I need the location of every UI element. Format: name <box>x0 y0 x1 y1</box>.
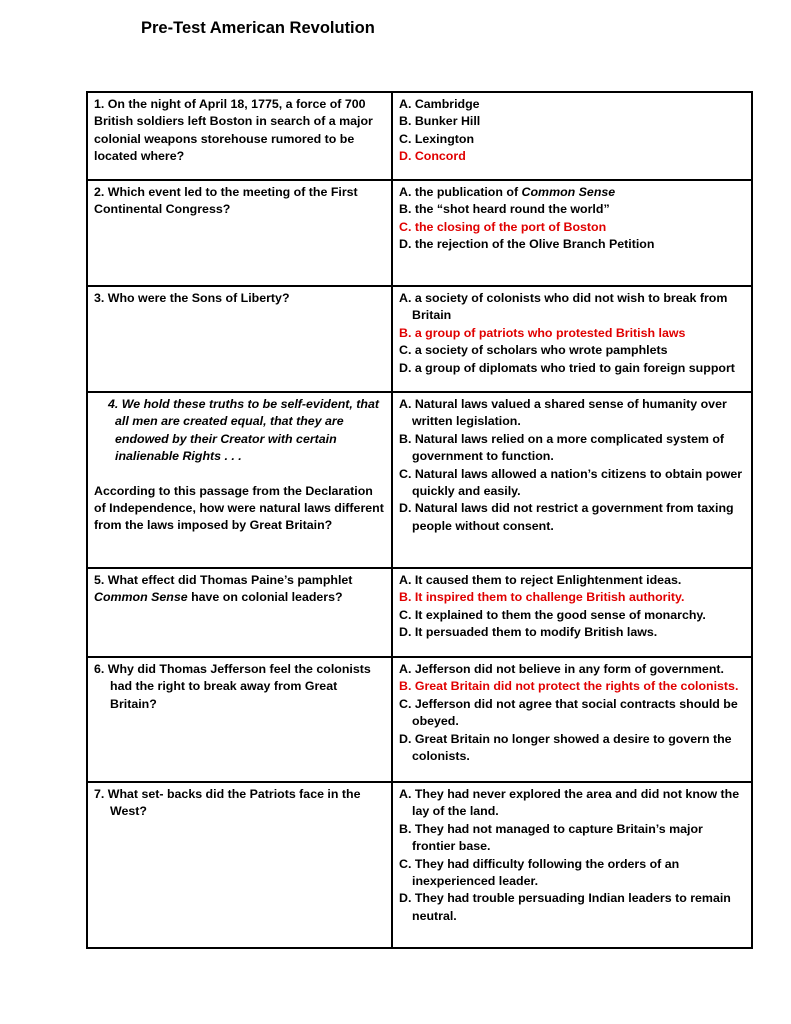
option-7c: C. They had difficulty following the orders of an inexperienced leader. <box>399 856 680 889</box>
quiz-table <box>86 91 753 949</box>
option-3d: D. a group of diplomats who tried to gain foreign support <box>399 360 735 375</box>
option-2a <box>399 184 745 201</box>
answer-cell-3 <box>392 286 752 392</box>
option-7d: D. They had trouble persuading Indian leaders to remain neutral. <box>399 891 731 923</box>
page-title: Pre-Test American Revolution <box>141 19 375 37</box>
question-cell-2 <box>87 180 392 286</box>
question-cell-5 <box>87 568 392 657</box>
answer-cell-6 <box>392 657 752 782</box>
question-text-3: 3. Who were the Sons of Liberty? <box>94 291 290 305</box>
option-7a: A. They had never explored the area and did not know the lay of the land. <box>399 787 740 819</box>
question-cell-1 <box>87 92 392 180</box>
question-text-2: 2. Which event led to the meeting of the First Continental Congress? <box>94 185 358 217</box>
question-cell-4 <box>87 392 392 568</box>
option-2a-prefix: A. the publication of <box>399 185 522 199</box>
option-4d: D. Natural laws did not restrict a government from taxing people without consent. <box>399 501 734 533</box>
question-text-5-italic: Common Sense <box>94 590 188 605</box>
question-text-1: 1. On the night of April 18, 1775, a force of 700 British soldiers left Boston in search of a major colonial weapons storehouse rumored to be located where? <box>94 97 373 164</box>
question-row-4 <box>87 392 752 568</box>
option-6c: C. Jefferson did not agree that social contracts should be obeyed. <box>399 696 738 729</box>
option-5c: C. It explained to them the good sense of monarchy. <box>399 607 706 622</box>
option-5d: D. It persuaded them to modify British laws. <box>399 625 658 640</box>
option-1c: C. Lexington <box>399 131 475 146</box>
question-text-6: 6. Why did Thomas Jefferson feel the colonists had the right to break away from Great Britain? <box>94 662 371 711</box>
option-4a: A. Natural laws valued a shared sense of humanity over written legislation. <box>399 397 727 429</box>
answer-cell-2 <box>392 180 752 286</box>
option-3b: B. a group of patriots who protested British laws <box>399 325 686 340</box>
declaration-quote: 4. We hold these truths to be self-evident, that all men are created equal, that they are endowed by their Creator with certain inalienable Rights . . . <box>108 397 380 464</box>
option-5b: B. It inspired them to challenge British authority. <box>399 590 685 605</box>
question-row-1 <box>87 92 752 180</box>
option-6d: D. Great Britain no longer showed a desire to govern the colonists. <box>399 731 732 764</box>
question-cell-6 <box>87 657 392 782</box>
question-row-6 <box>87 657 752 782</box>
option-2b: B. the “shot heard round the world” <box>399 202 610 217</box>
question-text-5-prefix: 5. What effect did Thomas Paine’s pamphlet <box>94 573 353 587</box>
answer-cell-5 <box>392 568 752 657</box>
option-7b: B. They had not managed to capture Britain’s major frontier base. <box>399 821 703 854</box>
option-1a: A. Cambridge <box>399 97 480 111</box>
option-1d: D. Concord <box>399 149 466 164</box>
question-row-3 <box>87 286 752 392</box>
option-2a-italic: Common Sense <box>521 185 616 199</box>
question-cell-7 <box>87 782 392 948</box>
question-text-5-suffix: have on colonial leaders? <box>187 590 343 605</box>
option-6b: B. Great Britain did not protect the rights of the colonists. <box>399 679 739 694</box>
option-4b: B. Natural laws relied on a more complicated system of government to function. <box>399 431 725 464</box>
question-text-4: According to this passage from the Declaration of Independence, how were natural laws different from the laws imposed by Great Britain? <box>94 483 384 533</box>
spacer <box>94 466 385 483</box>
option-5a: A. It caused them to reject Enlightenment ideas. <box>399 573 682 587</box>
question-row-2 <box>87 180 752 286</box>
question-text-5 <box>94 573 352 604</box>
question-text-7: 7. What set- backs did the Patriots face in the West? <box>94 787 361 819</box>
option-2c: C. the closing of the port of Boston <box>399 219 607 234</box>
question-row-7 <box>87 782 752 948</box>
option-6a: A. Jefferson did not believe in any form of government. <box>399 662 724 676</box>
answer-cell-7 <box>392 782 752 948</box>
option-1b: B. Bunker Hill <box>399 114 481 129</box>
answer-cell-1 <box>392 92 752 180</box>
answer-cell-4 <box>392 392 752 568</box>
question-row-5 <box>87 568 752 657</box>
option-4c: C. Natural laws allowed a nation’s citizens to obtain power quickly and easily. <box>399 466 743 499</box>
option-3c: C. a society of scholars who wrote pamphlets <box>399 343 668 358</box>
question-cell-3 <box>87 286 392 392</box>
option-2d: D. the rejection of the Olive Branch Petition <box>399 237 655 252</box>
option-3a: A. a society of colonists who did not wish to break from Britain <box>399 291 728 323</box>
